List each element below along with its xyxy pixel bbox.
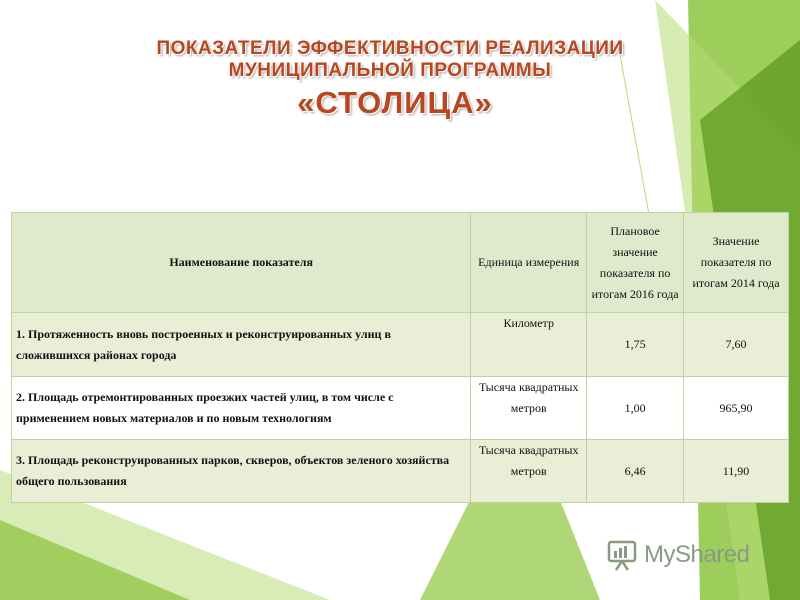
header-actual-value: Значение показателя по итогам 2014 года [684,213,789,313]
title-line-1: ПОКАЗАТЕЛИ ЭФФЕКТИВНОСТИ РЕАЛИЗАЦИИ [156,38,624,59]
watermark-text: MyShared [644,541,750,568]
table-row [12,440,789,503]
title-line-2: МУНИЦИПАЛЬНОЙ ПРОГРАММЫ [228,60,552,82]
table-row [12,377,789,440]
indicator-unit: Тысяча квадратных метров [471,440,587,503]
slide-title [0,38,800,121]
indicator-name: 1. Протяженность вновь построенных и реконструированных улиц в сложившихся районах города [12,313,471,377]
indicator-actual: 7,60 [684,313,789,377]
header-indicator-name: Наименование показателя [12,213,471,313]
indicator-name: 3. Площадь реконструированных парков, скверов, объектов зеленого хозяйства общего пользования [12,440,471,503]
indicator-unit: Километр [471,313,587,377]
presentation-board-icon [606,538,640,572]
green-slab-bottom-center [420,500,600,600]
indicator-name: 2. Площадь отремонтированных проезжих частей улиц, в том числе с применением новых материалов и по новым технологиям [12,377,471,440]
header-unit: Единица измерения [471,213,587,313]
indicator-unit: Тысяча квадратных метров [471,377,587,440]
indicator-planned: 1,75 [587,313,684,377]
watermark [606,535,749,575]
indicator-actual: 11,90 [684,440,789,503]
title-line-3: «СТОЛИЦА» [297,84,493,120]
indicator-planned: 6,46 [587,440,684,503]
table-header-row [12,213,789,313]
indicator-actual: 965,90 [684,377,789,440]
indicators-table [11,212,789,503]
header-planned-value: Плановое значение показателя по итогам 2016 года [587,213,684,313]
table-row [12,313,789,377]
indicator-planned: 1,00 [587,377,684,440]
